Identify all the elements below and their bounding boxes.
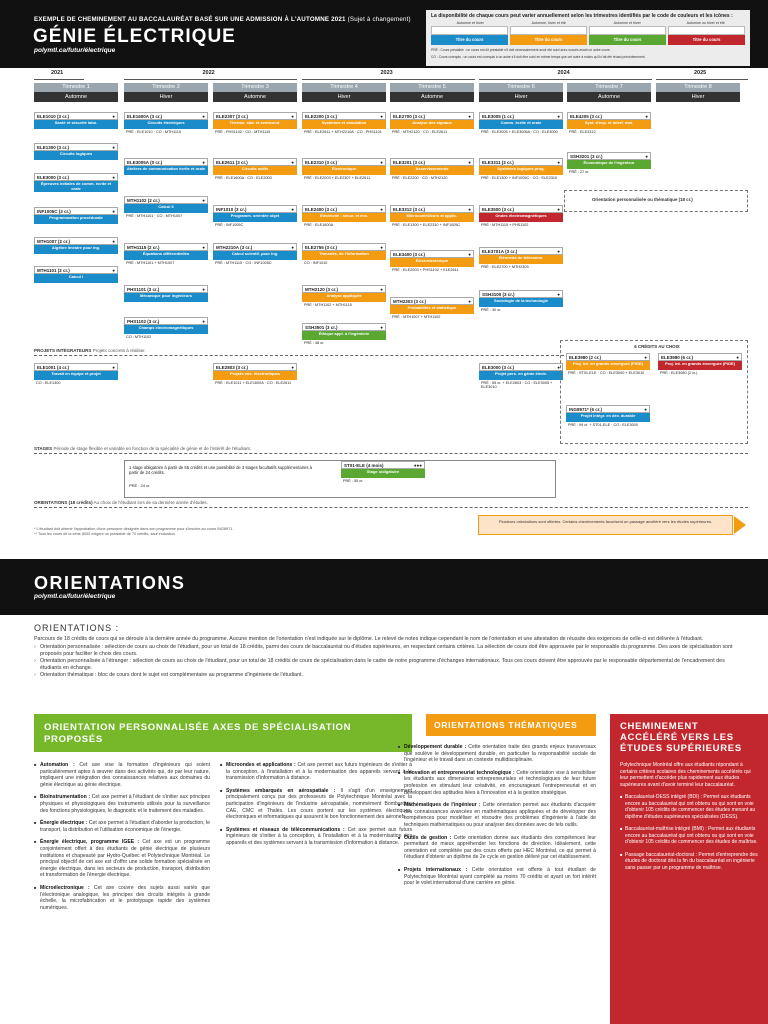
course-title: Éthique appl. à l'ingénierie [302, 331, 386, 340]
course-card[interactable] [124, 285, 208, 302]
year-label: 2024 [557, 70, 570, 76]
course-prereq: PRÉ : 55 cr. + ELE2803 · CO : ELE3005 + ELE3010 [481, 381, 553, 390]
course-code: SSH3501 (3 cr.) ● [302, 323, 386, 331]
stages-divider [34, 453, 748, 454]
course-code: ELE1001 (4 cr.) ● [34, 363, 118, 371]
course-title: Économique de l'ingénieur [567, 160, 651, 169]
course-code: ELE2400 (3 cr.) ● [302, 205, 386, 213]
course-code: MTH2303 (3 cr.) ● [390, 297, 474, 305]
course-card[interactable] [302, 205, 386, 228]
course-code: MTH1102 (2 cr.) ● [124, 196, 208, 204]
legend-sample: Sigle (nbre cr.) Titre du cours [589, 26, 666, 46]
course-card[interactable] [34, 237, 118, 254]
course-code: ELE2700 (3 cr.) ● [390, 112, 474, 120]
course-card[interactable] [302, 158, 386, 181]
perso-col-2 [220, 762, 412, 853]
course-card[interactable] [34, 363, 118, 386]
course-prereq: PRÉ : ELE1300 + INF1005C · CO : ELE2310 [481, 176, 558, 180]
course-code: MTH1007 (2 cr.) ● [34, 237, 118, 245]
course-card[interactable] [302, 285, 386, 308]
course-title: Santé et sécurité labo. [34, 120, 118, 129]
axis-item: ■ Systèmes embarqués en aérospatiale : Il s'agit d'un enseignement principalement conçu par des professeurs de Polytechnique Montréal avec la participation d'ingénieurs de l'industrie aérospatiale, nommément Bombardier, CAE, CMC et Thalès. Les cours portent sur les systèmes électriques, électroniques et informatiques qui assurent le bon fonctionnement des aéronefs. [220, 788, 412, 821]
course-card[interactable] [479, 205, 563, 228]
course-card[interactable] [302, 112, 386, 135]
course-code: ELE3980 (6 cr.) ● [658, 353, 742, 361]
course-code: MTH2120 (3 cr.) ● [302, 285, 386, 293]
session-icons: ● [202, 198, 205, 203]
course-prereq: PRÉ : MTH2120 · CO : ELE2611 [392, 130, 448, 134]
axis-item: ■ Bioinstrumentation : Cet axe permet à l'étudiant de s'initier aux principes physiques et physiologiques des instruments utilisés pour la surveillance des fonctions physiologiques, le diagnostic et le traitement des maladies. [34, 794, 210, 814]
legend-sample: Sigle (nbre cr.) Titre du cours [668, 26, 745, 46]
course-code: PHS1102 (3 cr.) ● [124, 317, 208, 325]
orientations-header [0, 559, 768, 615]
axis-item: ■ Développement durable : Cette orientation traite des grands enjeux transversaux que soulève le développement durable, en particulier la responsabilité sociale de l'ingénieur et le travail dans un contexte multidisciplinaire. [398, 744, 596, 764]
course-code: ELE3980 (2 cr.) ● [566, 353, 650, 361]
session-icons: ● [645, 114, 648, 119]
course-prereq: PRÉ : 99 cr. + ST01-ELE · CO : ELE3000 [568, 423, 638, 427]
course-prereq: PRÉ : MTH1101 · CO : MTH1007 [126, 214, 183, 218]
session-icons: ● [202, 319, 205, 324]
session-icons: ● [291, 245, 294, 250]
session-icons: ● [557, 292, 560, 297]
course-title: Projet pers. en génie électr. [479, 371, 563, 380]
course-title: Syst. d'exp. et interf. mat. [567, 120, 651, 129]
course-title: Éléments de télécomm. [479, 255, 563, 264]
orientations-title: ORIENTATIONS [34, 573, 186, 593]
course-title: Sociologie de la technologie [479, 298, 563, 307]
course-code: INF1005C (3 cr.) ● [34, 207, 118, 215]
course-title: Calcul II [124, 204, 208, 213]
session-icons: ● [380, 207, 383, 212]
course-prereq: CO : MTH1102 [126, 335, 152, 339]
course-code: PHS1101 (3 cr.) ● [124, 285, 208, 293]
course-title: Mécanique pour ingénieurs [124, 293, 208, 302]
legend-sample: Sigle (nbre cr.) Titre du cours [510, 26, 587, 46]
axis-item: ■ Énergie électrique, programme IGEE : Cet axe est un programme conjointement offert à des étudiants de génie électrique de plusieurs institutions et chapeauté par Hydro-Québec et Polytechnique Montréal. Le principal objectif de cet axe est d'offrir une solide formation spécialisée en énergie électrique, dans les secteurs de production, transport, distribution et transformation de l'énergie électrique. [34, 839, 210, 879]
accelerated-intro: Polytechnique Montréal offre aux étudiants répondant à certains critères scolaires des cheminements accélérés qui leur permettent d'accéder plus rapidement aux études supérieures avant d'avoir terminé leur baccalauréat. [620, 762, 751, 788]
course-title: Microcontrôleurs et applic. [390, 213, 474, 222]
course-code: ELE3400 (3 cr.) ● [390, 250, 474, 258]
course-card[interactable] [124, 196, 208, 219]
axis-item: ■ Innovation et entrepreneuriat technologique : Cette orientation vise à sensibiliser les étudiants aux dimensions entrepreneuriales et technologiques de leur future profession en stimulant leur créativité, en encourageant l'entrepreneuriat et en développant des aptitudes liées à l'innovation et à la gestion stratégique. [398, 770, 596, 796]
stages-label: STAGES Période de stage flexible et variable en fonction de la spécialité de génie et de l'intérêt de l'étudiant. [34, 446, 252, 451]
session-icons: ● [112, 239, 115, 244]
course-prereq: PRÉ : ELE2003 + ELE2307 + ELE2611 [304, 176, 371, 180]
course-card[interactable] [213, 243, 297, 266]
course-card[interactable] [479, 112, 563, 135]
course-title: Travail en équipe et projet [34, 371, 118, 380]
them-col [398, 744, 596, 893]
course-prereq: CO : INF1010 [304, 261, 328, 265]
course-title: Proj. int. en grands envergure (PIGE) [566, 361, 650, 370]
course-card[interactable] [479, 363, 563, 391]
perso-col-1 [34, 762, 210, 917]
header-url[interactable]: polymtl.ca/futur/électrique [34, 47, 116, 54]
year-label: 2023 [380, 70, 393, 76]
axis-item: ■ Énergie électrique : Cet axe permet à l'étudiant d'aborder la production, le transport, la distribution et l'utilisation économique de l'énergie. [34, 820, 210, 833]
course-title: Transmis. de l'information [302, 251, 386, 260]
accelerated-item: ■ Baccalauréat-DESS intégré (BDI) : Permet aux étudiants encore au baccalauréat qui ont obtenu ou qui sont en voie d'obtenir 105 crédits de commencer des études menant au diplôme d'études supérieures spécialisées (DESS). [620, 794, 758, 820]
legend [426, 10, 750, 66]
course-card[interactable] [479, 247, 563, 270]
session-icons: ● [112, 114, 115, 119]
perso-title: ORIENTATION PERSONNALISÉE AXES DE SPÉCIALISATION PROPOSÉS [34, 714, 412, 752]
course-card[interactable] [124, 317, 208, 340]
year-line [302, 79, 475, 80]
session-icons: ● [202, 287, 205, 292]
course-card[interactable] [34, 266, 118, 283]
course-card[interactable] [124, 112, 208, 135]
choix-title: 6 CRÉDITS AU CHOIX [634, 344, 680, 349]
trimester-header: Trimestre 8 Hiver [656, 83, 740, 102]
course-title: Épreuves initiales de comm. écrite et orale [34, 181, 118, 192]
legend-note-pre: PRÉ : Cours préalable : un cours est dit préalable s'il doit nécessairement avoir été suivi avec succès avant un autre cours. [431, 48, 611, 52]
course-code: ELE1600A (3 cr.) ● [124, 112, 208, 120]
session-icons: ● [291, 114, 294, 119]
course-prereq: PRÉ : ELE1600A [304, 223, 334, 227]
intro-bullet: › Orientation personnalisée à l'étranger : sélection de cours au choix de l'étudiant, pour un total de 18 crédits de cours de spécialisation dans le cadre de notre programme d'échanges internationaux. Tous ces cours doivent être approuvés par le responsable départemental de l'encadrement des étudiants en échange. [34, 658, 744, 672]
course-code: ELE1010 (3 cr.) ● [34, 112, 118, 120]
course-prereq: PRÉ : MTH1007 + MTH1102 [392, 315, 441, 319]
course-code: MTH1101 (2 cr.) ● [34, 266, 118, 274]
course-title: Circuits logiques [34, 151, 118, 160]
session-icons: ● [468, 207, 471, 212]
course-prereq: PRÉ : ST01-ELE · CO : ELE3000 + ELE3010 [568, 371, 645, 375]
session-icons: ● [468, 114, 471, 119]
course-prereq: PRÉ : PHS1102 · CO : MTH1115 [215, 130, 271, 134]
session-icons: ● [468, 160, 471, 165]
course-card[interactable] [390, 112, 474, 135]
axis-item: ■ Microélectronique : Cet axe couvre des sujets aussi variés que l'électronique analogique, les principes des circuits intégrés à grande échelle, la microfabrication et le prototypage rapide des systèmes numériques. [34, 885, 210, 911]
session-icons: ● [557, 114, 560, 119]
course-title: Programm. orientée objet [213, 213, 297, 222]
session-icons: ● [112, 268, 115, 273]
course-title: Projet intégr. en dév. durable [566, 413, 650, 422]
arrow-right-icon [734, 516, 746, 534]
session-icons: ● [557, 160, 560, 165]
year-label: 2021 [51, 70, 64, 76]
course-prereq: PRÉ : 55 cr. [343, 479, 364, 483]
trimester-header: Trimestre 4 Hiver [302, 83, 386, 102]
course-prereq: PRÉ : ELE2700 + MTH2303 [481, 265, 529, 269]
orientations-url[interactable]: polymtl.ca/futur/électrique [34, 593, 116, 600]
course-card[interactable] [567, 152, 651, 175]
course-title: Équations différentielles [124, 251, 208, 260]
axis-item: ■ Outils de gestion : Cette orientation donne aux étudiants des compétences leur permettant de mieux appréhender les fonctions de direction. Idéalement, cette orientation est complétée par des cours offerts par HEC Montréal, ce qui permet à l'étudiant d'obtenir un diplôme de 2e cycle en gestion délivré par cet établissement. [398, 835, 596, 861]
course-title: Projets circ. électroniques [213, 371, 297, 380]
axis-item: ■ Mathématiques de l'ingénieur : Cette orientation permet aux étudiants d'acquérir des connaissances avancées en mathématiques appliquées et de développer des compétences pour modéliser et résoudre des problèmes d'ingénierie à l'aide de techniques mathématiques ou pour analyser des données avec de tels outils. [398, 802, 596, 828]
course-title: Proj. int. en grands envergure (PIGE) [658, 361, 742, 370]
course-code: ELE2310 (3 cr.) ● [302, 158, 386, 166]
session-icons: ● [557, 207, 560, 212]
session-icons: ● [291, 207, 294, 212]
course-title: Algèbre linéaire pour ing. [34, 245, 118, 254]
course-prereq: PRÉ : ELE2200 · CO : MTH2120 [392, 176, 448, 180]
session-icons: ● [112, 175, 115, 180]
course-code: ELE4205 (3 cr.) ● [567, 112, 651, 120]
course-title: Stage obligatoire [341, 469, 425, 478]
course-code: MTH2210A (3 cr.) ● [213, 243, 297, 251]
course-prereq: PRÉ : ELE1011 + ELE1600A · CO : ELE2611 [215, 381, 292, 385]
course-card[interactable] [390, 205, 474, 228]
trimester-header: Trimestre 6 Hiver [479, 83, 563, 102]
session-icons: ● [112, 365, 115, 370]
projets-divider [34, 355, 564, 356]
supertitle: EXEMPLE DE CHEMINEMENT AU BACCALAURÉAT BASÉ SUR UNE ADMISSION À L'AUTOMNE 2021 (Sujet à changement) [34, 16, 411, 23]
course-prereq: PRÉ : MTH1115 · CO : INF1005C [215, 261, 272, 265]
session-icons: ● [202, 245, 205, 250]
axis-item: ■ Projets internationaux : Cette orientation est offerte à tout étudiant de Polytechnique Montréal ayant complété au moins 70 crédits et ayant un fort intérêt pour le volet international d'une carrière en génie. [398, 867, 596, 887]
course-title: Électrotechnique [390, 258, 474, 267]
trimester-header: Trimestre 3 Automne [213, 83, 297, 102]
session-icons: ● [112, 209, 115, 214]
trimester-header: Trimestre 7 Automne [567, 83, 651, 102]
course-code: ELE3005A (0 cr.) ● [124, 158, 208, 166]
course-code: ELE2755 (3 cr.) ● [302, 243, 386, 251]
course-prereq: PRÉ : ELE2003 + PHS1102 + ELE2611 [392, 268, 459, 272]
course-code: ELE3000 (3 cr.) ● [34, 173, 118, 181]
course-card[interactable] [213, 363, 297, 386]
intro-bullet: › Orientation thématique : bloc de cours dont le sujet est complémentaire au programme d'ingénierie de l'étudiant. [34, 672, 744, 679]
axis-item: ■ Automation : Cet axe vise la formation d'ingénieurs qui soient particulièrement aptes à œuvrer dans des activités qui, de par leur nature, impliquent une intégration des connaissances relatives aux domaines du génie électrique au génie électrique. [34, 762, 210, 788]
session-icons: ● [380, 325, 383, 330]
session-icons: ● [557, 249, 560, 254]
page-title: GÉNIE ÉLECTRIQUE [33, 26, 236, 47]
course-card[interactable] [34, 173, 118, 192]
course-prereq: PRÉ : MTH1101 + MTH1007 [126, 261, 175, 265]
course-card[interactable] [34, 207, 118, 224]
session-icons: ● [380, 160, 383, 165]
orient-divider [34, 507, 748, 508]
projets-label: PROJETS INTÉGRATEURS Projets concrets à réaliser. [34, 348, 146, 353]
course-title: Calcul scientif. pour ing. [213, 251, 297, 260]
orientations-label: ORIENTATIONS (18 crédits) Au choix de l'étudiant lors de sa dernière année d'études. [34, 500, 208, 505]
course-title: Analyse des signaux [390, 120, 474, 129]
course-prereq: PRÉ : ELE1300 + ELE2310 + INF1005C [392, 223, 461, 227]
session-icons: ● [557, 365, 560, 370]
course-prereq: PRÉ : ELE3312 [569, 130, 596, 134]
course-code: ELE3000 (3 cr.) ● [479, 363, 563, 371]
course-code: ELE2307 (3 cr.) ● [213, 112, 297, 120]
course-card[interactable] [390, 158, 474, 181]
course-title: Probabilités et statistique [390, 305, 474, 314]
course-code: ELE3312 (3 cr.) ● [390, 205, 474, 213]
course-title: Circuits actifs [213, 166, 297, 175]
course-title: Thermo. stat. et semicond. [213, 120, 297, 129]
course-prereq: CO : ELE1300 [36, 381, 61, 385]
year-line [479, 79, 652, 80]
session-icons: ●●● [413, 463, 422, 468]
course-code: ING8971* (6 cr.) ● [566, 405, 650, 413]
course-card[interactable] [124, 158, 208, 175]
course-title: Calcul I [34, 274, 118, 283]
accelerated-box [610, 714, 768, 1024]
year-line [34, 79, 84, 80]
course-code: ELE3201 (3 cr.) ● [390, 158, 474, 166]
course-card[interactable] [567, 112, 651, 135]
stage-course[interactable] [341, 461, 425, 484]
course-prereq: PRÉ : 30 cr. [481, 308, 502, 312]
course-code: ST01-ELE (4 mois) ●●● [341, 461, 425, 469]
trimester-header: Trimestre 5 Automne [390, 83, 474, 102]
choix-box [560, 340, 748, 444]
course-prereq: PRÉ : ELE3005 + ELE3005A · CO : ELE3000 [481, 130, 558, 134]
stage-box-pre: PRÉ : 24 cr. [129, 483, 151, 488]
them-title: ORIENTATIONS THÉMATIQUES [426, 714, 596, 736]
course-prereq: PRÉ : ELE2611 + MTH2210A · CO : PHS1101 [304, 130, 382, 134]
accelerated-title: CHEMINEMENT ACCÉLÉRÉ VERS LES ÉTUDES SUPÉRIEURES [620, 721, 742, 754]
trimester-header: Trimestre 1 Automne [34, 83, 118, 102]
accelerated-item: ■ Passage baccalauréat-doctorat : Permet d'entreprendre des études de doctorat dès la fin du baccalauréat en ingénierie sans passer par un programme de maîtrise. [620, 852, 758, 872]
legend-sample: Sigle (nbre cr.) Titre du cours [431, 26, 508, 46]
course-title: Systèmes logiques prog. [479, 166, 563, 175]
course-code: MTH1115 (2 cr.) ● [124, 243, 208, 251]
course-code: SSH3100 (3 cr.) ● [479, 290, 563, 298]
course-code: ELE3500 (3 cr.) ● [479, 205, 563, 213]
course-title: Électricité : sécur. et env. [302, 213, 386, 222]
course-title: Ondes électromagnétiques [479, 213, 563, 222]
stage-box-text: 1 stage obligatoire à partir de 55 crédits et une possibilité de 3 stages facultatifs supplémentaires à partir de 24 crédits. [129, 465, 312, 475]
course-card[interactable] [213, 112, 297, 135]
course-code: INF1010 (3 cr.) ● [213, 205, 297, 213]
course-code: ELE2200 (3 cr.) ● [302, 112, 386, 120]
course-prereq: PRÉ : MTH1115 + PHS1102 [481, 223, 529, 227]
axis-item: ■ Systèmes et réseaux de télécommunications : Cet axe permet aux futurs ingénieurs de s'initier à la conception, à l'installation et à la modernisation des appareils et des systèmes servant à la transmission d'information à distance. [220, 827, 412, 847]
course-card[interactable] [390, 297, 474, 320]
legend-title: La disponibilité de chaque cours peut varier annuellement selon les trimestres identifiés par le code de couleurs et les icônes : [431, 13, 733, 19]
course-title: Ateliers de communication écrite et orale [124, 166, 208, 175]
course-code: SSH3201 (3 cr.) ● [567, 152, 651, 160]
intro-bullet: › Orientation personnalisée : sélection de cours au choix de l'étudiant, pour un total de 18 crédits, parmi des cours de baccalauréat ou d'études supérieures, en respectant certains critères. La sélection de cours doit être approuvée par le responsable du programme. Des axes de spécialisation sont proposés pour faciliter le choix des cours. [34, 644, 744, 658]
session-icons: ● [112, 145, 115, 150]
course-prereq: PRÉ : ELE3080 (2 cr.) [660, 371, 698, 375]
accelerated-item: ■ Baccalauréat-maîtrise intégré (BMI) : Permet aux étudiants encore au baccalauréat qui ont obtenu ou qui sont en voie d'obtenir 105 crédits de commencer des études de maîtrise. [620, 826, 758, 846]
orientations-intro: Parcours de 18 crédits de cours qui se déroule à la dernière année du programme. Aucune mention de l'orientation n'est indiquée sur le diplôme. Le relevé de notes indique cependant le nom de l'orientation et une attestation de réussite des exigences de celle-ci est délivrée à l'étudiant. › Orientation personnalisée : sélection de cours au choix de l'étudiant, pour un total de 18 crédits, parmi des cours de baccalauréat ou d'études supérieures, en respectant certains critères. La sélection de cours doit être approuvée par le responsable du programme. Des axes de spécialisation sont proposés pour faciliter le choix des cours. › Orientation personnalisée à l'étranger : sélection de cours au choix de l'étudiant, pour un total de 18 crédits de cours de spécialisation dans le cadre de notre programme d'échanges internationaux. Tous ces cours doivent être approuvés par le responsable départemental de l'encadrement des étudiants en échange. › Orientation thématique : bloc de cours dont le sujet est complémentaire au programme d'ingénierie de l'étudiant. [34, 636, 744, 679]
course-prereq: PRÉ : ELE1010 · CO : MTH1115 [126, 130, 181, 134]
session-icons: ● [645, 154, 648, 159]
multi-note: Plusieurs orientations sont offertes. Certains cheminements favorisent un passage accéléré vers les études supérieures. [478, 515, 733, 535]
course-code: ELE1300 (3 cr.) ● [34, 143, 118, 151]
session-icons: ● [291, 160, 294, 165]
session-icons: ● [736, 355, 739, 360]
course-card[interactable] [479, 158, 563, 181]
legend-sessions: Automne et hiver Automne, hiver et été Automne et hiver Automne ou hiver et été [456, 21, 725, 25]
year-line [656, 79, 748, 80]
course-code: ELE3311 (3 cr.) ● [479, 158, 563, 166]
orientations-subtitle: ORIENTATIONS : [34, 623, 120, 633]
course-card[interactable] [302, 243, 386, 266]
session-icons: ● [202, 160, 205, 165]
year-line [124, 79, 297, 80]
course-prereq: PRÉ : 27 cr. [569, 170, 590, 174]
course-card[interactable] [34, 143, 118, 160]
session-icons: ● [291, 365, 294, 370]
session-icons: ● [468, 299, 471, 304]
legend-note-co: CO : Cours corequis : un cours est corequis à un autre s'il doit être suivi en même temps que cet autre à moins qu'il n'ait été réussi précédemment. [431, 54, 646, 59]
course-code: ELE3005 (1 cr.) ● [479, 112, 563, 120]
course-card[interactable] [390, 250, 474, 273]
course-title: Comm. écrite et orale [479, 120, 563, 129]
course-card[interactable] [213, 158, 297, 181]
axis-item: ■ Microondes et applications : Cet axe permet aux futurs ingénieurs de s'initier à la conception, à l'installation et à la modernisation des appareils servant à la transmission d'information à distance. [220, 762, 412, 782]
session-icons: ● [380, 287, 383, 292]
session-icons: ● [380, 245, 383, 250]
course-prereq: PRÉ : INF1005C [215, 223, 244, 227]
session-icons: ● [644, 407, 647, 412]
legend-samples [431, 26, 745, 46]
session-icons: ● [468, 252, 471, 257]
trimester-header: Trimestre 2 Hiver [124, 83, 208, 102]
year-label: 2022 [202, 70, 215, 76]
course-title: Champs électromagnétiques [124, 325, 208, 334]
orientation-label: Orientation personnalisée ou thématique (18 cr.) [592, 197, 693, 202]
course-card[interactable] [302, 323, 386, 346]
course-card[interactable] [124, 243, 208, 266]
footnotes: * L'étudiant doit obtenir l'approbation d'une personne désignée dans son programme pour s'inscrire au cours ING8971. ** Tous les cours de la série 8000 exigent un préalable de 70 crédits, sauf indication. [34, 527, 234, 536]
course-code: ELE2611 (3 cr.) ● [213, 158, 297, 166]
course-code: ELE3701A (3 cr.) ● [479, 247, 563, 255]
session-icons: ● [202, 114, 205, 119]
course-title: Systèmes et simulation [302, 120, 386, 129]
course-title: Programmation procédurale [34, 215, 118, 224]
course-prereq: PRÉ : 48 cr. [304, 341, 325, 345]
course-prereq: PRÉ : ELE1600A · CO : ELE2003 [215, 176, 272, 180]
course-card[interactable] [213, 205, 297, 228]
session-icons: ● [644, 355, 647, 360]
course-card[interactable] [479, 290, 563, 313]
course-card[interactable] [34, 112, 118, 129]
header [0, 0, 768, 68]
course-code: ELE2803 (3 cr.) ● [213, 363, 297, 371]
year-label: 2025 [694, 70, 707, 76]
course-title: Asservissements [390, 166, 474, 175]
course-title: Analyse appliquée [302, 293, 386, 302]
stage-box [124, 460, 556, 498]
session-icons: ● [380, 114, 383, 119]
course-prereq: PRÉ : MTH1102 + MTH1115 [304, 303, 352, 307]
course-title: Électronique [302, 166, 386, 175]
course-title: Circuits électriques [124, 120, 208, 129]
